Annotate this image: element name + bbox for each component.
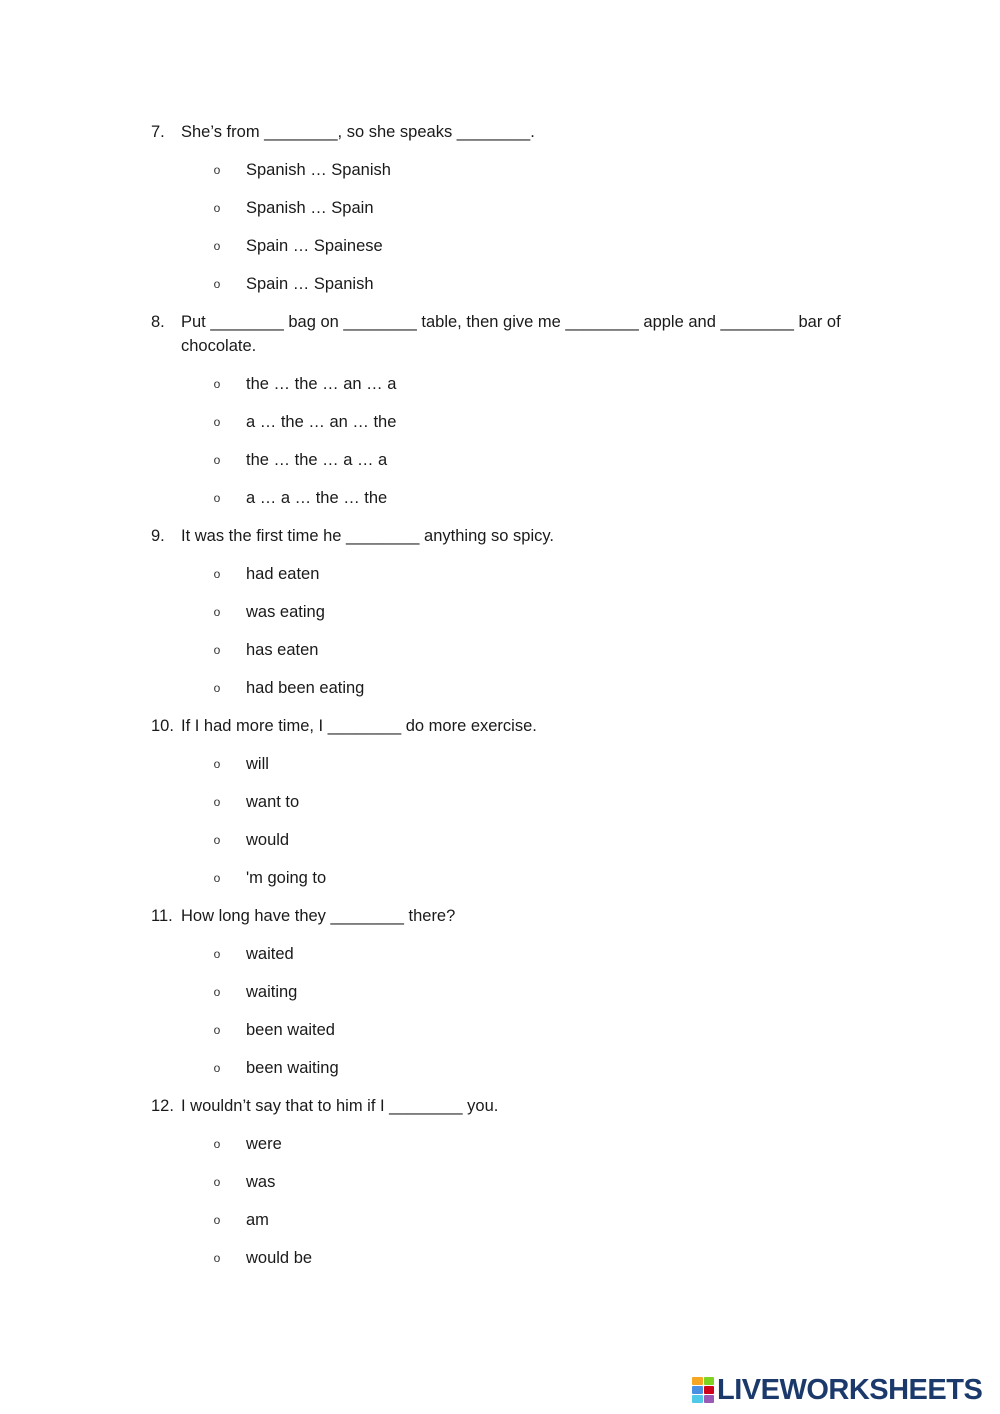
option-item[interactable] — [151, 372, 871, 396]
radio-circle-icon[interactable]: o — [213, 453, 221, 467]
question-number: 7. — [151, 123, 165, 141]
question-text: It was the first time he ________ anything so spicy. — [181, 527, 554, 545]
option-label: been waiting — [246, 1059, 339, 1077]
logo-block — [692, 1377, 703, 1385]
option-label: had eaten — [246, 565, 320, 583]
option-item[interactable] — [151, 1170, 871, 1194]
option-label: a … the … an … the — [246, 413, 397, 431]
question-10 — [151, 714, 871, 890]
option-label: was — [246, 1173, 276, 1191]
option-item[interactable] — [151, 1018, 871, 1042]
logo-block — [692, 1386, 703, 1394]
question-text: How long have they ________ there? — [181, 907, 456, 925]
option-label: had been eating — [246, 679, 365, 697]
option-item[interactable] — [151, 196, 871, 220]
radio-circle-icon[interactable]: o — [213, 377, 221, 391]
option-list — [151, 372, 871, 510]
question-number: 11. — [151, 907, 173, 925]
question-stem — [151, 310, 871, 358]
question-number: 9. — [151, 527, 165, 545]
option-label: am — [246, 1211, 269, 1229]
radio-circle-icon[interactable]: o — [213, 605, 221, 619]
option-item[interactable] — [151, 828, 871, 852]
option-item[interactable] — [151, 752, 871, 776]
option-label: Spanish … Spanish — [246, 161, 391, 179]
option-label: has eaten — [246, 641, 319, 659]
radio-circle-icon[interactable]: o — [213, 1137, 221, 1151]
option-label: 'm going to — [246, 869, 327, 887]
option-item[interactable] — [151, 158, 871, 182]
radio-circle-icon[interactable]: o — [213, 1213, 221, 1227]
radio-circle-icon[interactable]: o — [213, 567, 221, 581]
radio-circle-icon[interactable]: o — [213, 947, 221, 961]
radio-circle-icon[interactable]: o — [213, 643, 221, 657]
option-label: would — [246, 831, 290, 849]
question-9 — [151, 524, 871, 700]
option-label: the … the … a … a — [246, 451, 388, 469]
question-stem — [151, 714, 871, 738]
option-item[interactable] — [151, 1208, 871, 1232]
logo-block — [704, 1377, 715, 1385]
option-item[interactable] — [151, 1246, 871, 1270]
question-stem — [151, 904, 871, 928]
radio-circle-icon[interactable]: o — [213, 681, 221, 695]
radio-circle-icon[interactable]: o — [213, 163, 221, 177]
question-number: 12. — [151, 1097, 174, 1115]
radio-circle-icon[interactable]: o — [213, 201, 221, 215]
radio-circle-icon[interactable]: o — [213, 795, 221, 809]
question-number: 8. — [151, 313, 165, 331]
option-item[interactable] — [151, 942, 871, 966]
option-item[interactable] — [151, 486, 871, 510]
option-label: waited — [246, 945, 294, 963]
option-label: been waited — [246, 1021, 335, 1039]
question-number: 10. — [151, 717, 174, 735]
option-item[interactable] — [151, 980, 871, 1004]
option-item[interactable] — [151, 676, 871, 700]
option-item[interactable] — [151, 562, 871, 586]
radio-circle-icon[interactable]: o — [213, 1061, 221, 1075]
option-label: waiting — [246, 983, 298, 1001]
option-label: Spanish … Spain — [246, 199, 374, 217]
radio-circle-icon[interactable]: o — [213, 491, 221, 505]
option-list — [151, 752, 871, 890]
question-text: I wouldn’t say that to him if I ________ you. — [181, 1097, 499, 1115]
option-item[interactable] — [151, 790, 871, 814]
radio-circle-icon[interactable]: o — [213, 1023, 221, 1037]
logo-block — [704, 1386, 715, 1394]
option-label: Spain … Spainese — [246, 237, 383, 255]
option-label: would be — [246, 1249, 313, 1267]
option-label: will — [246, 755, 269, 773]
question-text: If I had more time, I ________ do more exercise. — [181, 717, 537, 735]
option-item[interactable] — [151, 600, 871, 624]
option-item[interactable] — [151, 410, 871, 434]
question-7 — [151, 120, 871, 296]
radio-circle-icon[interactable]: o — [213, 277, 221, 291]
logo-blocks-icon — [692, 1377, 714, 1403]
option-label: the … the … an … a — [246, 375, 397, 393]
logo-block — [692, 1395, 703, 1403]
radio-circle-icon[interactable]: o — [213, 239, 221, 253]
radio-circle-icon[interactable]: o — [213, 1251, 221, 1265]
radio-circle-icon[interactable]: o — [213, 415, 221, 429]
option-item[interactable] — [151, 1132, 871, 1156]
question-list — [151, 120, 871, 1284]
question-stem — [151, 1094, 871, 1118]
option-item[interactable] — [151, 272, 871, 296]
liveworksheets-logo — [692, 1374, 982, 1406]
question-11 — [151, 904, 871, 1080]
option-label: were — [246, 1135, 282, 1153]
option-label: was eating — [246, 603, 325, 621]
option-list — [151, 1132, 871, 1270]
radio-circle-icon[interactable]: o — [213, 757, 221, 771]
option-item[interactable] — [151, 866, 871, 890]
option-list — [151, 562, 871, 700]
option-item[interactable] — [151, 448, 871, 472]
radio-circle-icon[interactable]: o — [213, 833, 221, 847]
option-list — [151, 158, 871, 296]
question-8 — [151, 310, 871, 510]
question-text: She’s from ________, so she speaks ________. — [181, 123, 535, 141]
question-12 — [151, 1094, 871, 1270]
option-label: a … a … the … the — [246, 489, 388, 507]
radio-circle-icon[interactable]: o — [213, 871, 221, 885]
radio-circle-icon[interactable]: o — [213, 1175, 221, 1189]
question-text: Put ________ bag on ________ table, then give me ________ apple and ________ bar of chocolate. — [181, 313, 841, 355]
logo-block — [704, 1395, 715, 1403]
radio-circle-icon[interactable]: o — [213, 985, 221, 999]
option-list — [151, 942, 871, 1080]
option-item[interactable] — [151, 638, 871, 662]
option-label: Spain … Spanish — [246, 275, 374, 293]
option-item[interactable] — [151, 234, 871, 258]
logo-text: LIVEWORKSHEETS — [717, 1374, 983, 1406]
question-stem — [151, 524, 871, 548]
question-stem — [151, 120, 871, 144]
option-label: want to — [246, 793, 300, 811]
option-item[interactable] — [151, 1056, 871, 1080]
